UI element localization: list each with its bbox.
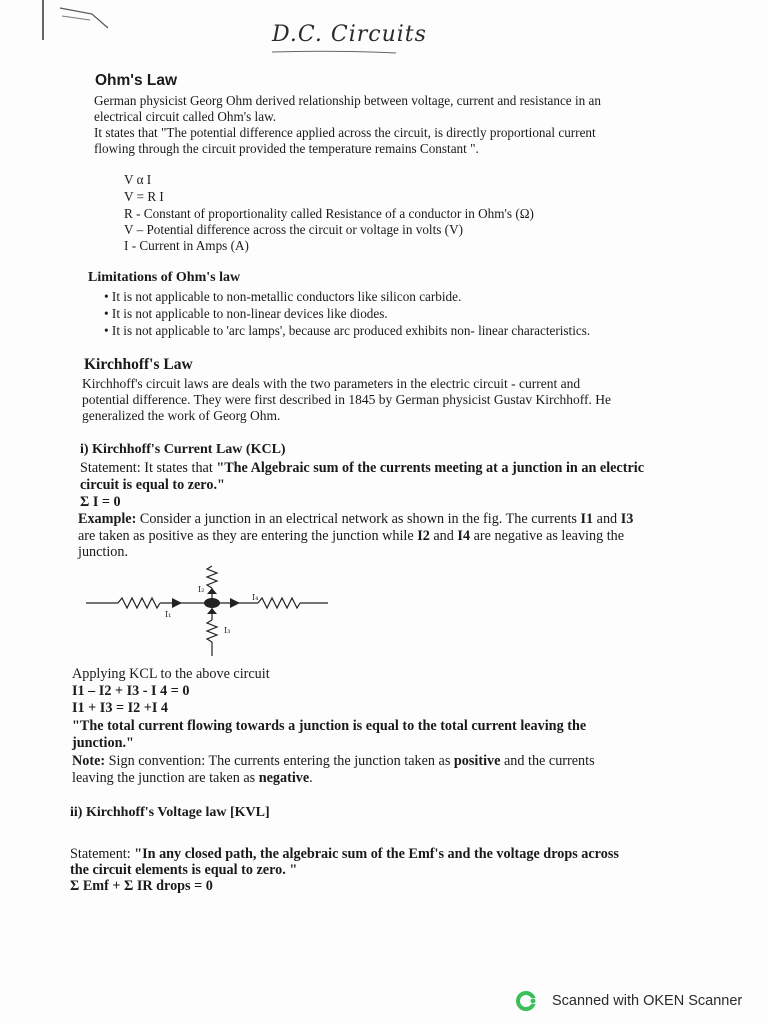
resistor-top xyxy=(207,566,217,588)
example-text: are taken as positive as they are entering the junction while xyxy=(78,528,418,544)
kcl-note-line-1 xyxy=(72,753,595,770)
ohms-law-para-line: German physicist Georg Ohm derived relationship between voltage, current and resistance in an xyxy=(94,93,601,108)
limitations-heading: Limitations of Ohm's law xyxy=(88,270,241,285)
kcl-eq-1: I1 – I2 + I3 - I 4 = 0 xyxy=(72,683,190,699)
kcl-statement-bold: "The Algebraic sum of the currents meeting at a junction in an electric xyxy=(216,460,644,476)
ohms-law-heading: Ohm's Law xyxy=(95,72,178,89)
kcl-note-line-2 xyxy=(72,770,313,787)
note-positive: positive xyxy=(453,753,501,769)
junction-node xyxy=(204,598,220,608)
resistor-bottom xyxy=(207,620,217,642)
kcl-statement-line xyxy=(80,460,644,477)
kvl-statement-line-2: the circuit elements is equal to zero. " xyxy=(70,862,298,878)
kcl-junction-diagram xyxy=(80,560,340,660)
example-label: Example: xyxy=(78,511,137,527)
kvl-heading: ii) Kirchhoff's Voltage law [KVL] xyxy=(70,805,270,820)
example-i1: I1 xyxy=(580,511,594,527)
limitation-item: • It is not applicable to non-metallic conductors like silicon carbide. xyxy=(104,289,462,304)
ohms-formula-line: R - Constant of proportionality called Resistance of a conductor in Ohm's (Ω) xyxy=(124,206,534,221)
note-text: Sign convention: The currents entering the junction taken as xyxy=(105,753,454,769)
kcl-example-line-2 xyxy=(78,528,624,545)
kcl-statement-prefix: Statement: It states that xyxy=(80,460,217,476)
note-text: and the currents xyxy=(500,753,595,769)
kcl-example-line-1 xyxy=(78,511,633,528)
arrow-i3 xyxy=(207,608,217,614)
note-label: Note: xyxy=(72,753,106,769)
note-text: . xyxy=(309,770,313,786)
arrow-i2 xyxy=(207,588,217,594)
kirchhoff-para-line: generalized the work of Georg Ohm. xyxy=(82,408,281,423)
example-text: and xyxy=(429,528,458,544)
kvl-statement-bold: "In any closed path, the algebraic sum of the Emf's and the voltage drops across xyxy=(134,846,619,862)
kcl-example-line-3: junction. xyxy=(78,544,129,560)
kcl-statement-line-2: circuit is equal to zero." xyxy=(80,477,225,493)
label-i2: I₂ xyxy=(198,585,205,594)
label-i1: I₁ xyxy=(165,610,172,619)
kvl-statement-line-1 xyxy=(70,846,619,863)
limitation-item: • It is not applicable to 'arc lamps', because arc produced exhibits non- linear characteristics. xyxy=(104,323,591,338)
ohms-formula-line: V = R I xyxy=(124,189,164,204)
limitation-text: It is not applicable to 'arc lamps', because arc produced exhibits non- linear characteristics. xyxy=(111,323,591,338)
kvl-statement-prefix: Statement: xyxy=(70,846,135,862)
kcl-applying: Applying KCL to the above circuit xyxy=(72,666,270,682)
limitation-item: • It is not applicable to non-linear devices like diodes. xyxy=(104,306,388,321)
label-i4: I₄ xyxy=(252,593,259,602)
page-title: D.C. Circuits xyxy=(272,22,427,47)
kirchhoff-para-line: potential difference. They were first described in 1845 by German physicist Gustav Kirchhoff. He xyxy=(82,392,611,407)
arrow-i4 xyxy=(230,598,240,608)
ohms-law-para-line: flowing through the circuit provided the temperature remains Constant ". xyxy=(94,141,479,156)
example-text: Consider a junction in an electrical network as shown in the fig. The currents xyxy=(136,511,581,527)
example-text: are negative as leaving the xyxy=(470,528,625,544)
example-i3: I3 xyxy=(620,511,634,527)
ohms-formula-line: V – Potential difference across the circuit or voltage in volts (V) xyxy=(124,222,463,237)
limitation-text: It is not applicable to non-linear devices like diodes. xyxy=(111,306,388,321)
ohms-formula-line: V α I xyxy=(124,172,152,187)
example-i4: I4 xyxy=(457,528,471,544)
kcl-quote-line-2: junction." xyxy=(72,735,134,751)
arrow-i1 xyxy=(172,598,182,608)
kvl-equation: Σ Emf + Σ IR drops = 0 xyxy=(70,878,213,894)
note-text: leaving the junction are taken as xyxy=(72,770,259,786)
kcl-quote-line-1: "The total current flowing towards a junction is equal to the total current leaving the xyxy=(72,718,587,734)
ohms-formula-line: I - Current in Amps (A) xyxy=(124,238,249,253)
limitation-text: It is not applicable to non-metallic conductors like silicon carbide. xyxy=(111,289,462,304)
kcl-heading: i) Kirchhoff's Current Law (KCL) xyxy=(80,442,286,457)
example-i2: I2 xyxy=(417,528,430,544)
label-i3: I₃ xyxy=(224,626,231,635)
kcl-sum-equation: Σ I = 0 xyxy=(80,494,121,510)
example-and: and xyxy=(593,511,621,527)
scanner-logo-icon xyxy=(515,990,539,1012)
kirchhoff-para-line: Kirchhoff's circuit laws are deals with the two parameters in the electric circuit - current and xyxy=(82,376,581,391)
ohms-law-para-line: electrical circuit called Ohm's law. xyxy=(94,109,277,124)
resistor-right xyxy=(258,598,300,608)
kirchhoff-heading: Kirchhoff's Law xyxy=(84,356,193,373)
resistor-left xyxy=(118,598,160,608)
ohms-law-para-line: It states that "The potential difference applied across the circuit, is directly proportional current xyxy=(94,125,596,140)
kcl-eq-2: I1 + I3 = I2 +I 4 xyxy=(72,700,168,716)
margin-pen-marks xyxy=(40,0,110,40)
scanner-watermark-text: Scanned with OKEN Scanner xyxy=(552,993,743,1009)
note-negative: negative xyxy=(258,770,310,786)
title-underline xyxy=(270,48,400,56)
